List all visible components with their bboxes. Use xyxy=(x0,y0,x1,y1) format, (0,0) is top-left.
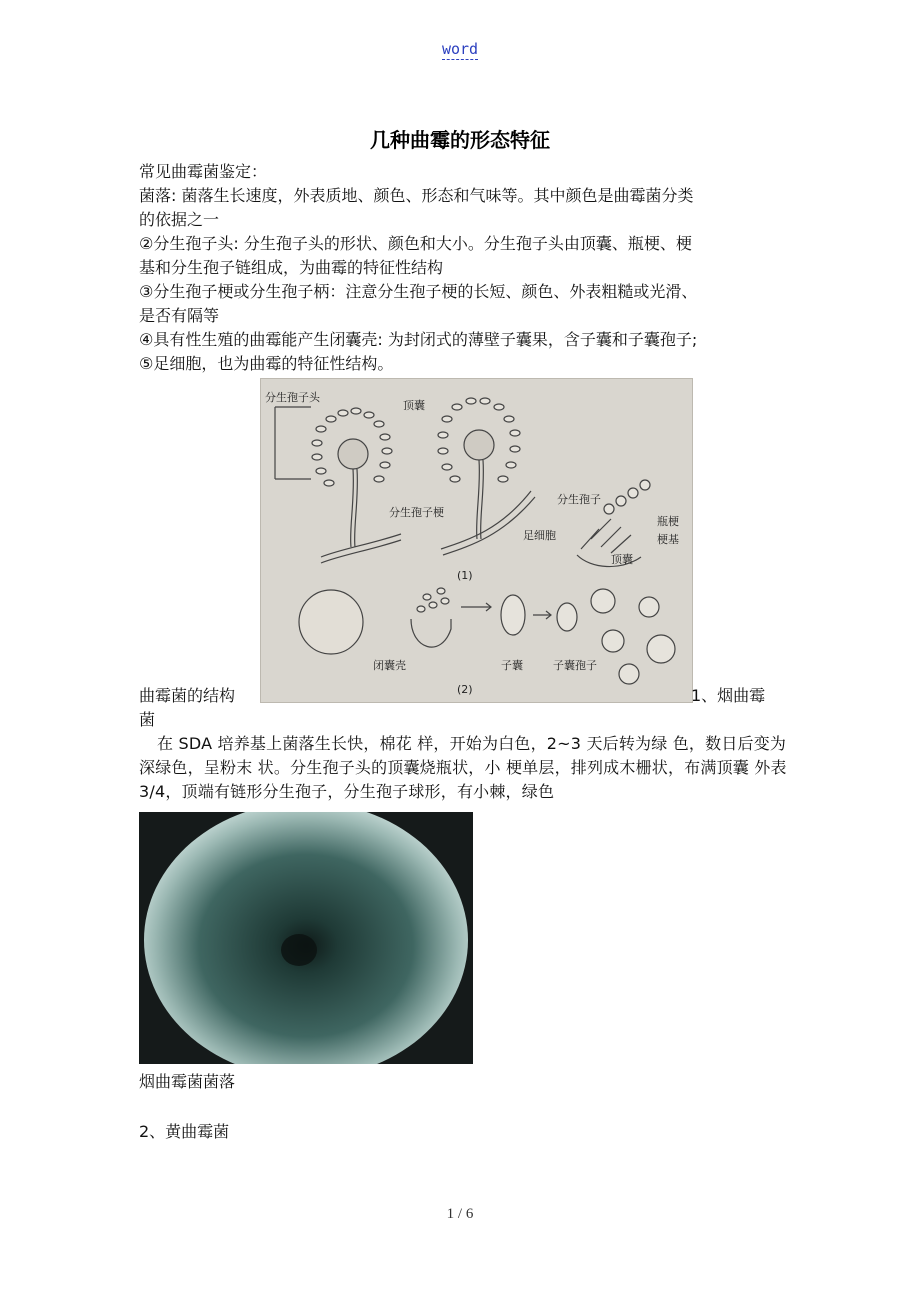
page-number: 1 / 6 xyxy=(446,1206,474,1222)
intro-line: 是否有隔等 xyxy=(139,306,220,325)
intro-line: ③分生孢子梗或分生孢子柄：注意分生孢子梗的长短、颜色、外表粗糙或光滑、 xyxy=(139,282,698,301)
section1-paragraph: 在 SDA 培养基上菌落生长快，棉花 样，开始为白色，2~3 天后转为绿 色，数日后变为深绿色，呈粉末 状。分生孢子头的顶囊烧瓶状，小 梗单层，排列成木栅状，布满顶囊 外表 3/4，顶端有链形分生孢子，分生孢子球形，有小棘，绿色 xyxy=(139,734,787,801)
intro-line: ⑤足细胞，也为曲霉的特征性结构。 xyxy=(139,354,394,373)
label-cleistothecium: 闭囊壳 xyxy=(373,659,406,672)
label-vesicle-small: 顶囊 xyxy=(611,553,633,566)
figure-caption: 曲霉菌的结构 xyxy=(139,686,236,705)
label-ascospore: 子囊孢子 xyxy=(553,659,597,672)
label-metula: 梗基 xyxy=(657,533,679,546)
label-phialide: 瓶梗 xyxy=(657,515,679,528)
figure-row xyxy=(139,378,794,708)
label-part-2: (2) xyxy=(457,683,473,696)
label-ascus: 子囊 xyxy=(501,659,523,672)
intro-line: 菌落: 菌落生长速度，外表质地、颜色、形态和气味等。其中颜色是曲霉菌分类 xyxy=(139,186,694,205)
section2-heading: 2、黄曲霉菌 xyxy=(139,1122,230,1141)
header-word-link[interactable]: word xyxy=(441,40,479,58)
section1-heading: 1、烟曲霉 xyxy=(691,686,766,705)
document-title: 几种曲霉的形态特征 xyxy=(370,128,550,152)
aspergillus-structure-diagram xyxy=(260,378,693,703)
label-conidial-head: 分生孢子头 xyxy=(265,391,320,404)
colony-photo xyxy=(139,812,473,1064)
label-foot-cell: 足细胞 xyxy=(523,529,556,542)
document-body xyxy=(139,160,794,1144)
section1-heading-cont: 菌 xyxy=(139,710,156,729)
label-conidia: 分生孢子 xyxy=(557,493,601,506)
colony-caption: 烟曲霉菌菌落 xyxy=(139,1072,236,1091)
intro-line: 基和分生孢子链组成，为曲霉的特征性结构 xyxy=(139,258,444,277)
intro-line: ④具有性生殖的曲霉能产生闭囊壳: 为封闭式的薄壁子囊果，含子囊和子囊孢子; xyxy=(139,330,698,349)
intro-line: 常见曲霉菌鉴定： xyxy=(139,162,268,181)
label-vesicle: 顶囊 xyxy=(403,399,425,412)
label-conidiophore: 分生孢子梗 xyxy=(389,506,444,519)
label-part-1: (1) xyxy=(457,569,473,582)
intro-line: 的依据之一 xyxy=(139,210,220,229)
intro-line: ②分生孢子头: 分生孢子头的形状、颜色和大小。分生孢子头由顶囊、瓶梗、梗 xyxy=(139,234,692,253)
